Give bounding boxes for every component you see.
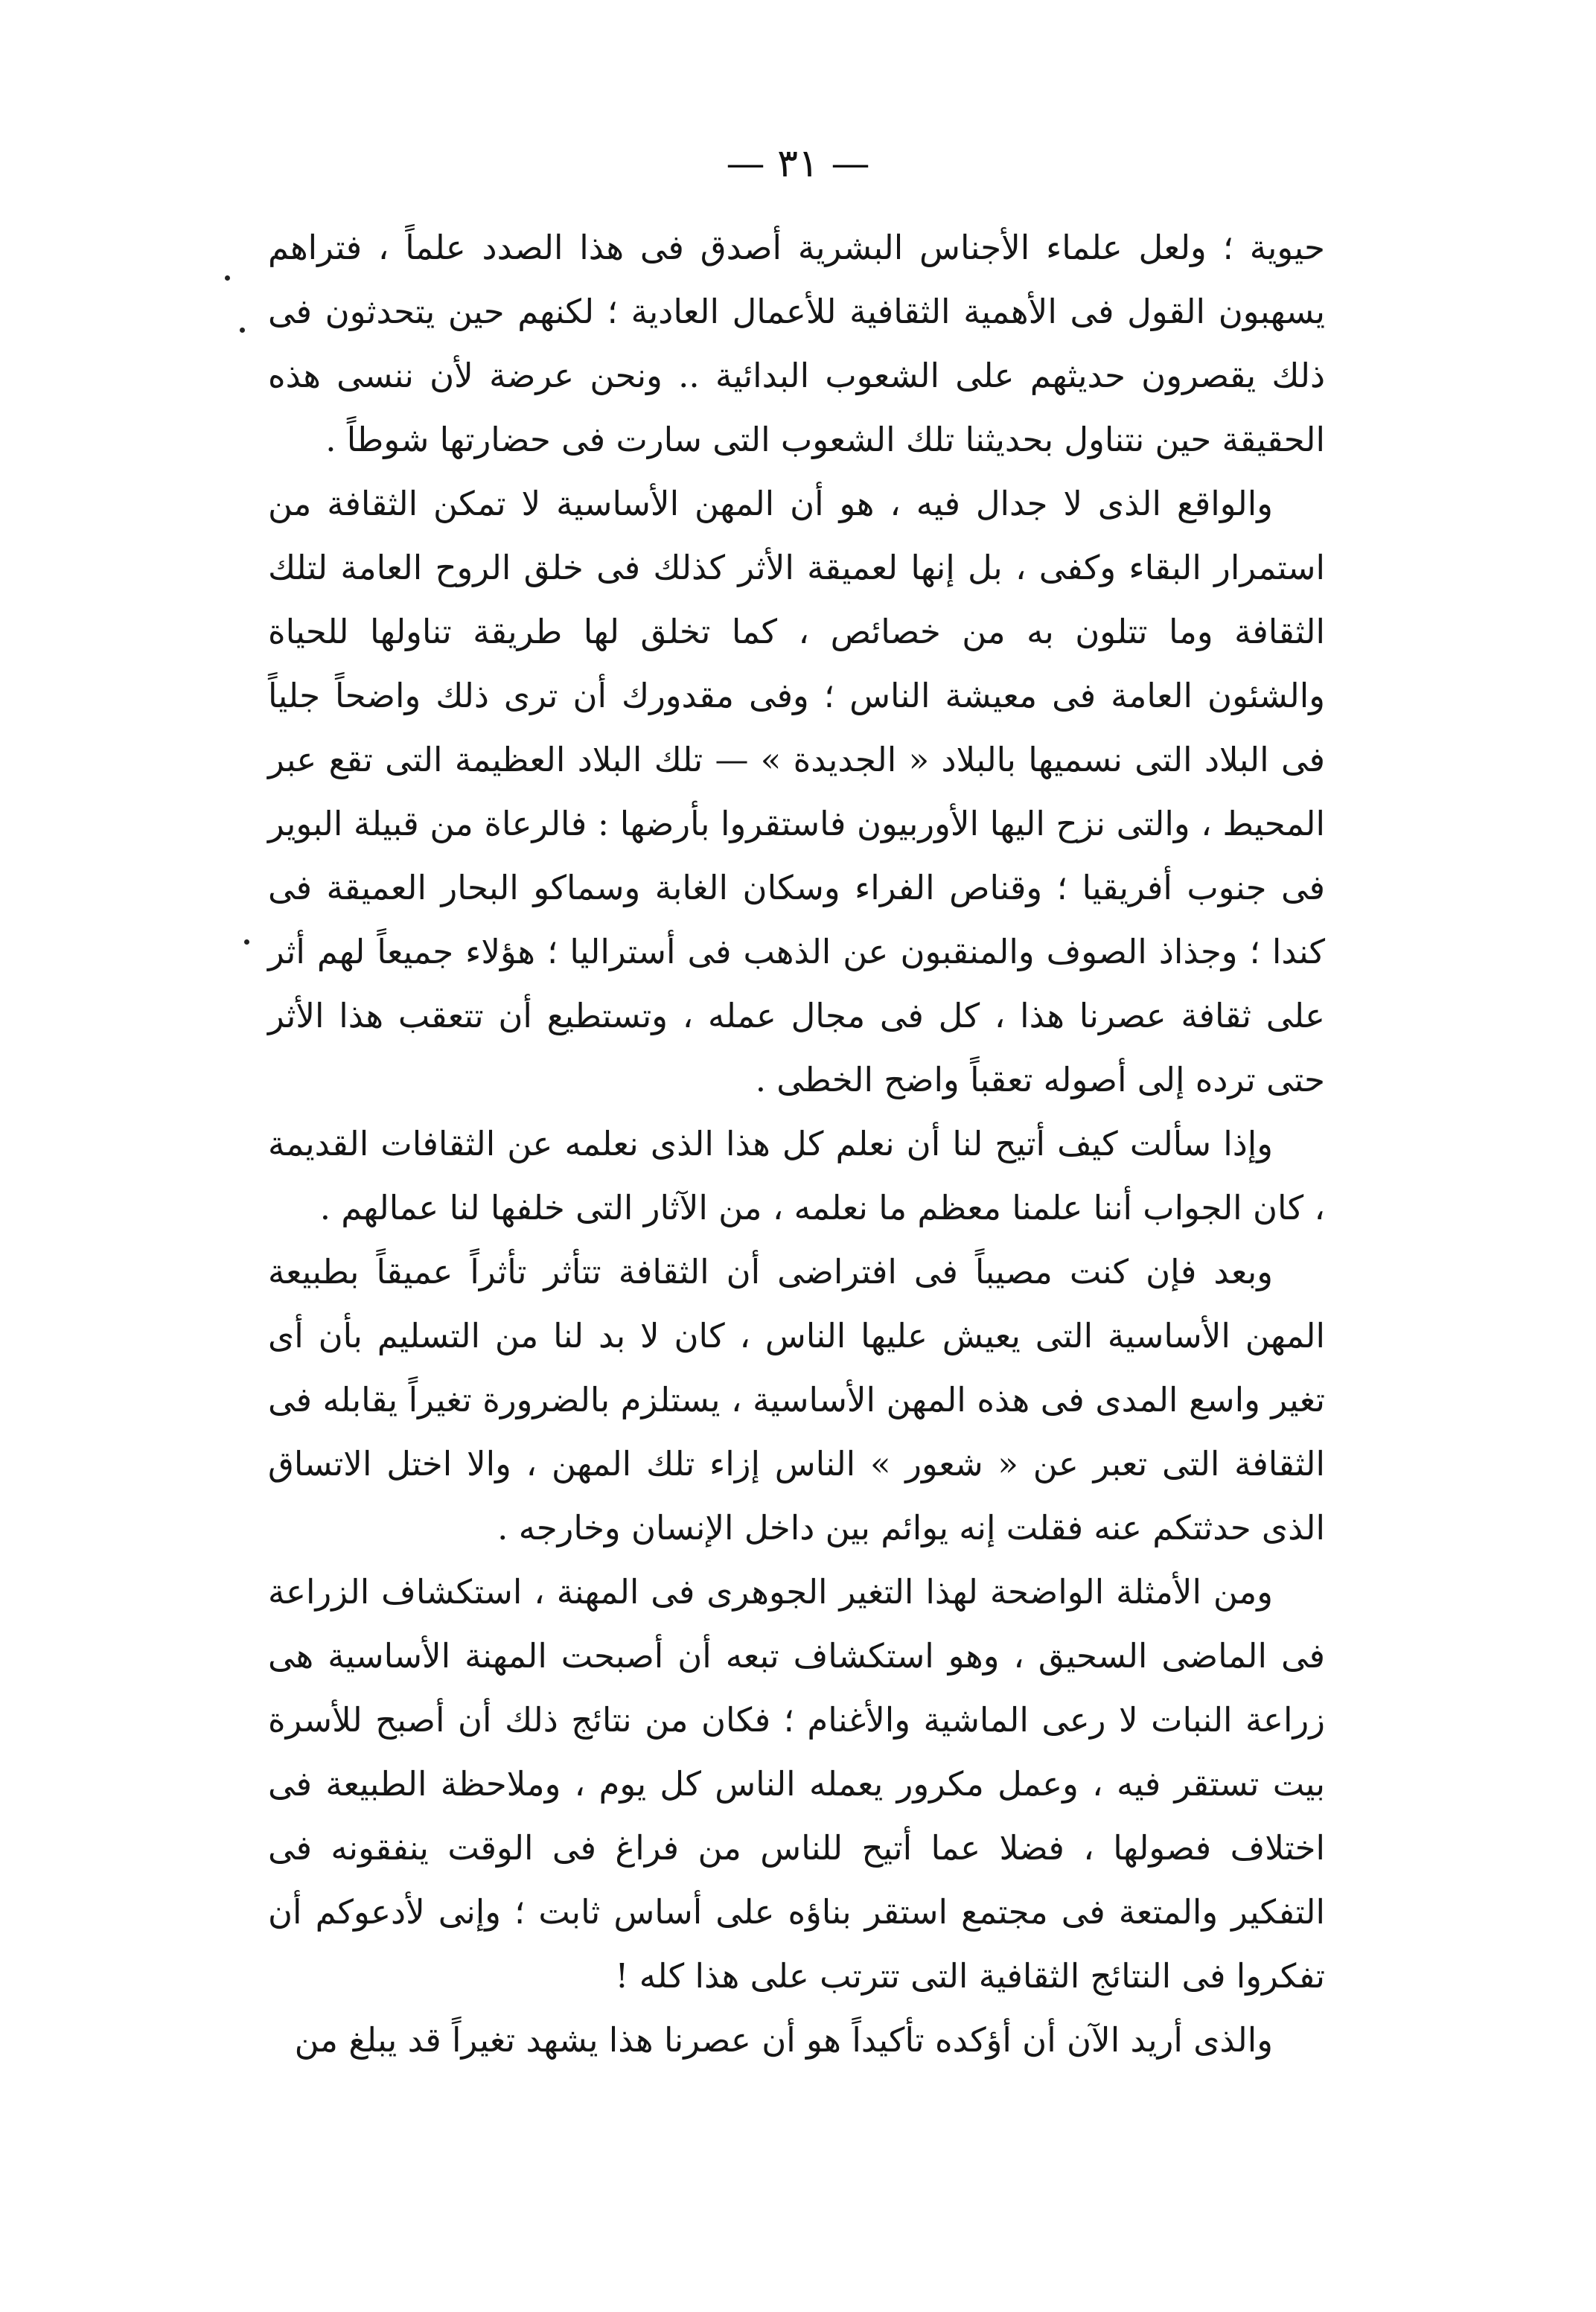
paragraph: وبعد فإن كنت مصيباً فى افتراضى أن الثقافة تتأثر تأثراً عميقاً بطبيعة المهن الأساسية التى يعيش عليها الناس ، كان لا بد لنا من التسليم بأن أى تغير واسع المدى فى هذه المهن الأساسية ، يستلزم بالضرورة تغيراً يقابله فى الثقافة التى تعبر عن « شعور » الناس إزاء تلك المهن ، والا اختل الاتساق الذى حدثتكم عنه فقلت إنه يوائم بين داخل الإنسان وخارجه . <box>268 1252 1325 1548</box>
margin-ink-dot <box>244 939 249 945</box>
paragraph: وإذا سألت كيف أتيح لنا أن نعلم كل هذا الذى نعلمه عن الثقافات القديمة ، كان الجواب أننا علمنا معظم ما نعلمه ، من الآثار التى خلفها لنا عمالهم . <box>268 1124 1325 1227</box>
paragraph: والذى أريد الآن أن أؤكده تأكيداً هو أن عصرنا هذا يشهد تغيراً قد يبلغ من <box>294 2020 1273 2060</box>
margin-ink-dot <box>240 328 245 333</box>
margin-ink-dot <box>225 275 230 281</box>
paragraph: والواقع الذى لا جدال فيه ، هو أن المهن الأساسية لا تمكن الثقافة من استمرار البقاء وكفى ، بل إنها لعميقة الأثر كذلك فى خلق الروح العامة لتلك الثقافة وما تتلون به من خصائص ، كما تخلق لها طريقة تناولها للحياة والشئون العامة فى معيشة الناس ؛ وفى مقدورك أن ترى ذلك واضحاً جلياً فى البلاد التى نسميها بالبلاد « الجديدة » — تلك البلاد العظيمة التى تقع عبر المحيط ، والتى نزح اليها الأوربيون فاستقروا بأرضها : فالرعاة من قبيلة البوير فى جنوب أفريقيا ؛ وقناص الفراء وسكان الغابة وسماكو البحار العميقة فى كندا ؛ وجذاذ الصوف والمنقبون عن الذهب فى أستراليا ؛ هؤلاء جميعاً لهم أثر على ثقافة عصرنا هذا ، كل فى مجال عمله ، وتستطيع أن تتعقب هذا الأثر حتى ترده إلى أصوله تعقباً واضح الخطى . <box>268 484 1325 1099</box>
page-number: — ٣١ — <box>726 141 870 186</box>
body-text <box>268 216 1325 2072</box>
paragraph: حيوية ؛ ولعل علماء الأجناس البشرية أصدق فى هذا الصدد علماً ، فتراهم يسهبون القول فى الأهمية الثقافية للأعمال العادية ؛ لكنهم حين يتحدثون فى ذلك يقصرون حديثهم على الشعوب البدائية .. ونحن عرضة لأن ننسى هذه الحقيقة حين نتناول بحديثنا تلك الشعوب التى سارت فى حضارتها شوطاً . <box>268 228 1325 459</box>
paragraph: ومن الأمثلة الواضحة لهذا التغير الجوهرى فى المهنة ، استكشاف الزراعة فى الماضى السحيق ، وهو استكشاف تبعه أن أصبحت المهنة الأساسية هى زراعة النبات لا رعى الماشية والأغنام ؛ فكان من نتائج ذلك أن أصبح للأسرة بيت تستقر فيه ، وعمل مكرور يعمله الناس كل يوم ، وملاحظة الطبيعة فى اختلاف فصولها ، فضلا عما أتيح للناس من فراغ فى الوقت ينفقونه فى التفكير والمتعة فى مجتمع استقر بناؤه على أساس ثابت ؛ وإنى لأدعوكم أن تفكروا فى النتائج الثقافية التى تترتب على هذا كله ! <box>268 1572 1325 1996</box>
